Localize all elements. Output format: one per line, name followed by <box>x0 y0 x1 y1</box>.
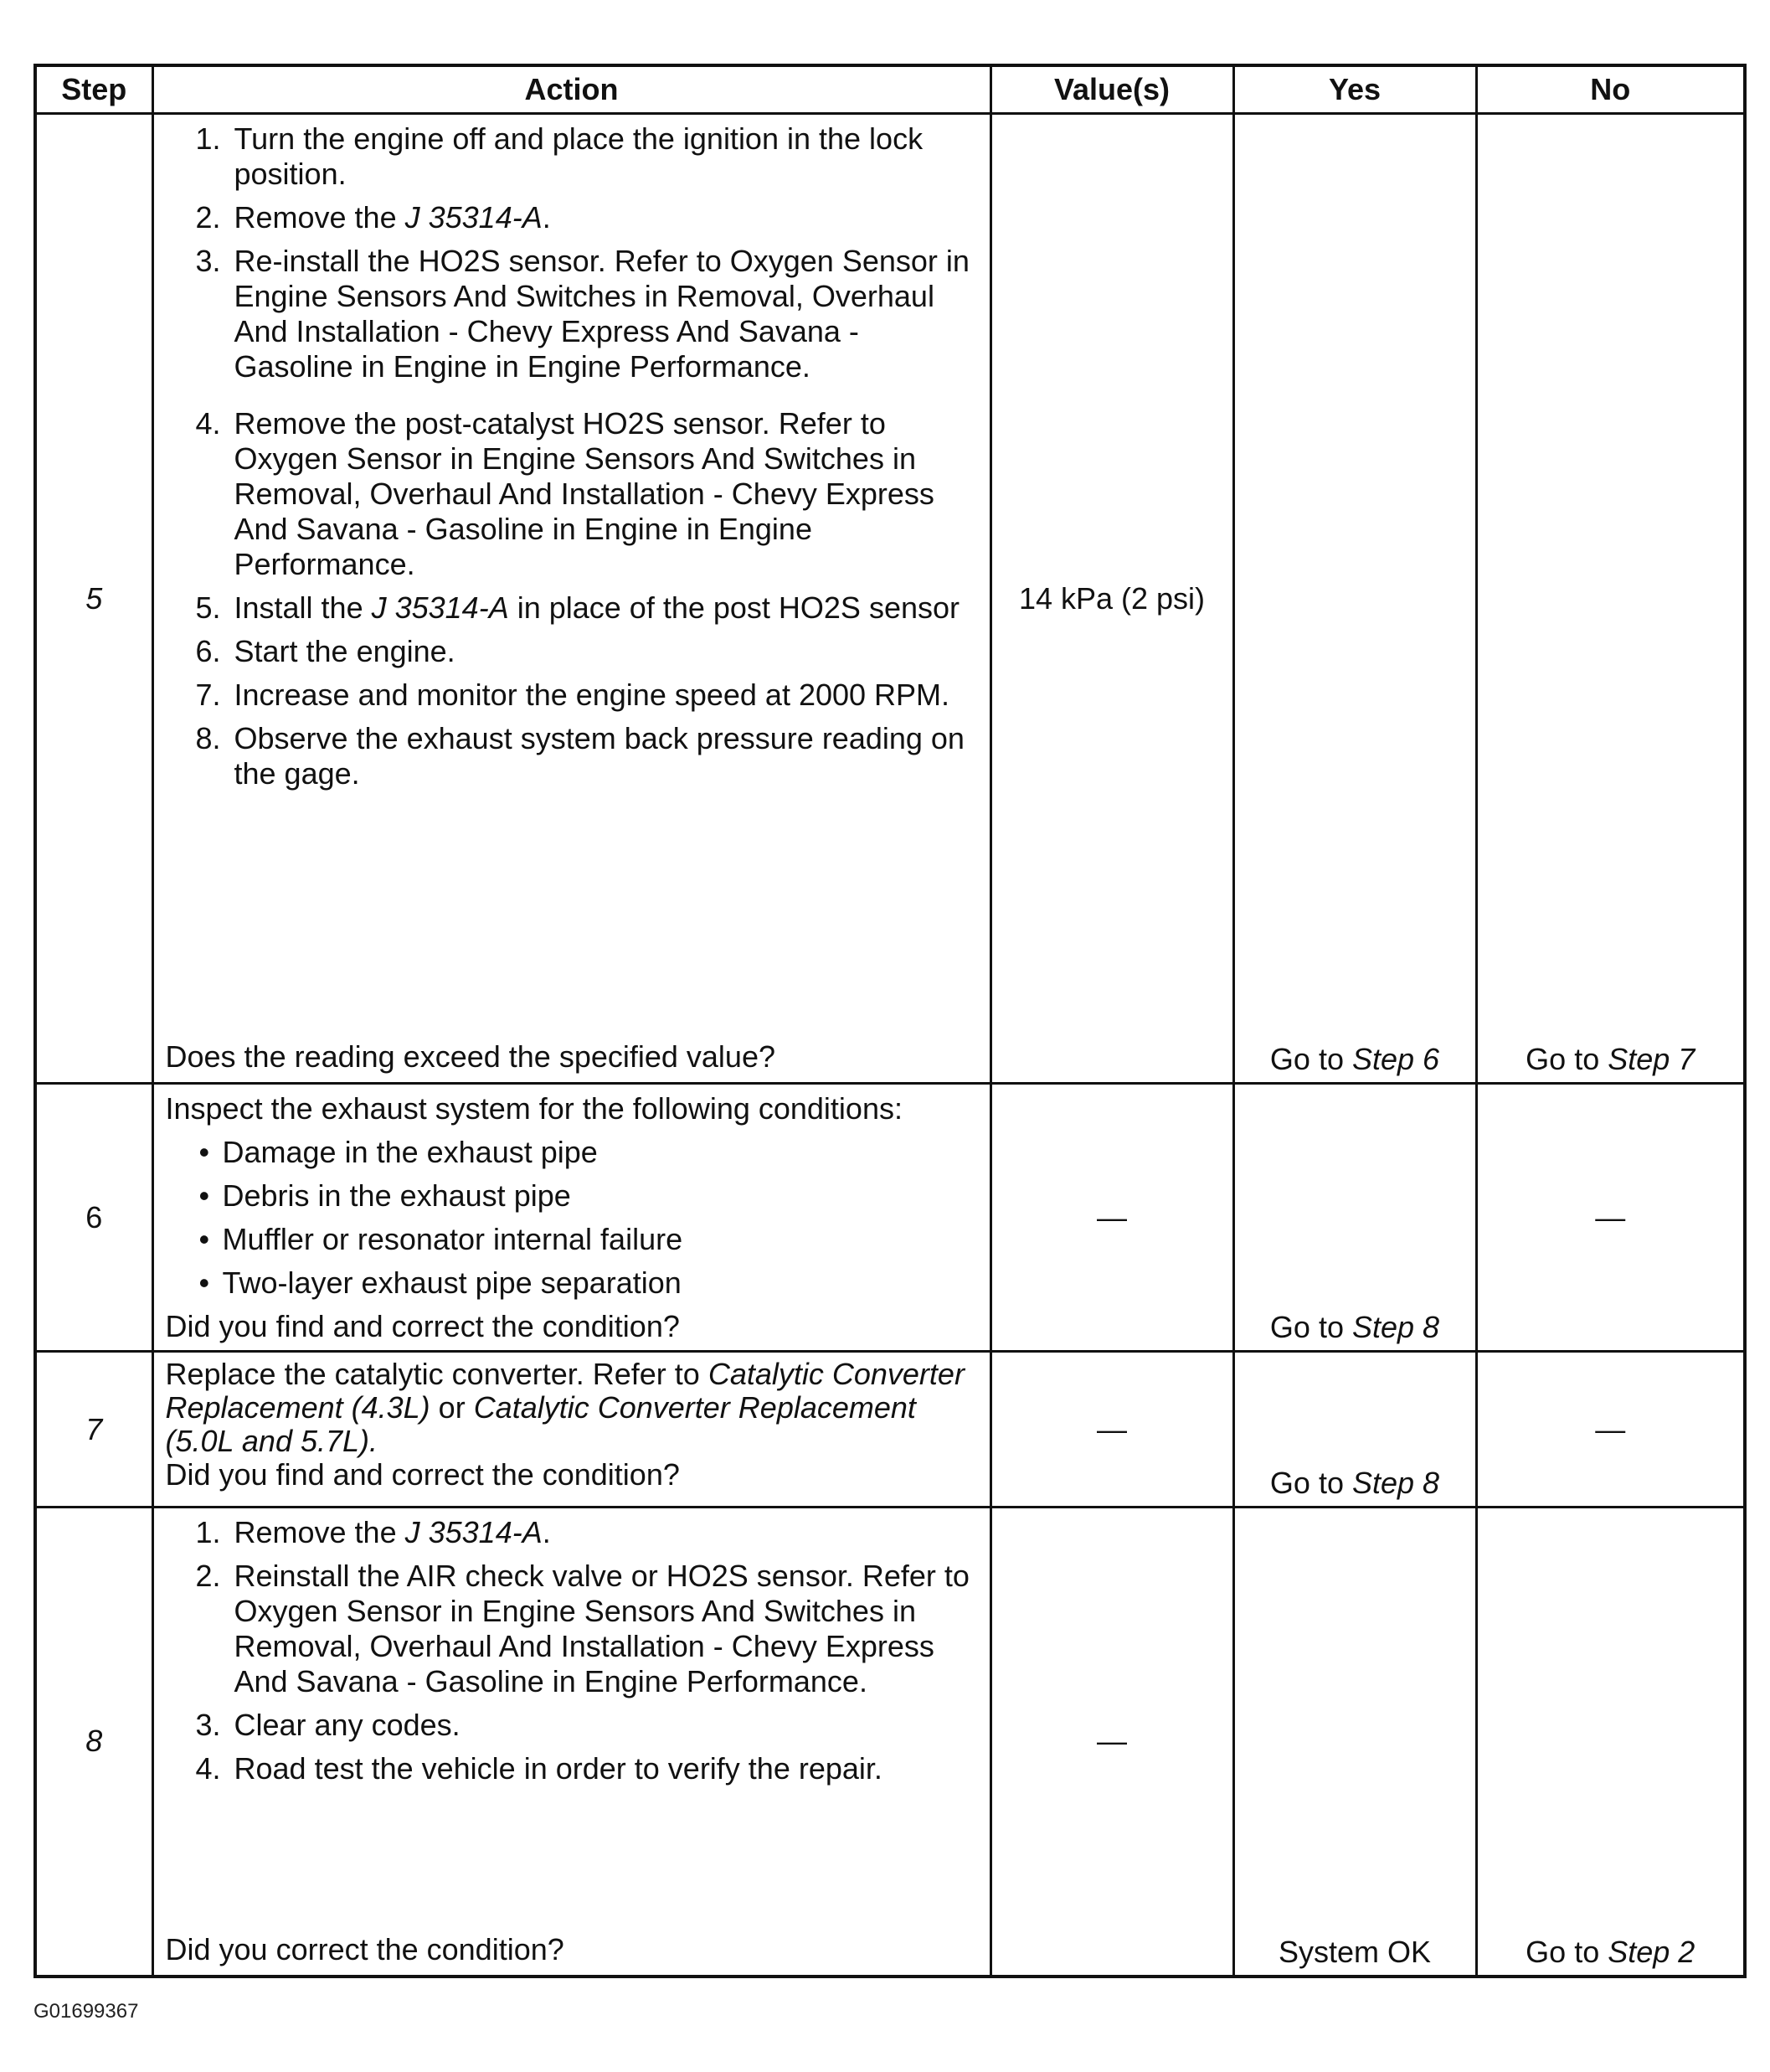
action-intro: Inspect the exhaust system for the following conditions: <box>165 1091 903 1126</box>
list-item: 1. Turn the engine off and place the ignition in the lock position. <box>195 121 924 191</box>
list-item: • Muffler or resonator internal failure <box>198 1222 683 1256</box>
question: Did you find and correct the condition? <box>165 1457 680 1492</box>
value-cell: — <box>990 1352 1233 1508</box>
step-link[interactable]: Step 7 <box>1608 1042 1695 1076</box>
table-row-step-6 <box>35 1084 1745 1352</box>
yes-cell: Go to Step 8 <box>1233 1084 1476 1352</box>
tool-ref: J 35314-A <box>371 590 509 625</box>
diagnostic-table <box>33 64 1747 1978</box>
list-item: 7. Increase and monitor the engine speed at 2000 RPM. <box>195 678 950 712</box>
action-steps <box>166 121 978 791</box>
action-cell <box>152 1508 990 1977</box>
header-step: Step <box>35 65 152 114</box>
step-number: 5 <box>35 114 152 1084</box>
step-link[interactable]: Step 6 <box>1351 1042 1440 1076</box>
yes-cell: Go to Step 8 <box>1233 1352 1476 1508</box>
step-link[interactable]: Step 2 <box>1608 1934 1695 1969</box>
tool-ref: J 35314-A <box>404 1515 543 1549</box>
step-number: 7 <box>35 1352 152 1508</box>
value-cell: 14 kPa (2 psi) <box>990 114 1233 1084</box>
no-cell: Go to Step 2 <box>1476 1508 1745 1977</box>
action-cell: Replace the catalytic converter. Refer to Catalytic Converter Replacement (4.3L) or Catalytic Converter Replacement (5.0L and 5.7L). Did you find and correct the condition? <box>152 1352 990 1508</box>
header-yes: Yes <box>1233 65 1476 114</box>
yes-cell: System OK <box>1233 1508 1476 1977</box>
list-item: 3. Re-install the HO2S sensor. Refer to Oxygen Sensor in Engine Sensors And Switches in Removal, Overhaul And Installation - Chevy Express And Savana - Gasoline in Engine in Engine Performance. <box>195 244 970 384</box>
list-item: 2. Reinstall the AIR check valve or HO2S sensor. Refer to Oxygen Sensor in Engine Sensors And Switches in Removal, Overhaul And Installation - Chevy Express And Savana - Gasoline in Engine Performance. <box>195 1559 970 1698</box>
no-cell: — <box>1476 1352 1745 1508</box>
list-item: 5. Install the J 35314-A in place of the post HO2S sensor <box>195 590 960 625</box>
step-link[interactable]: Step 8 <box>1351 1466 1440 1500</box>
list-item: • Debris in the exhaust pipe <box>198 1178 571 1213</box>
list-item: 2. Remove the J 35314-A. <box>195 200 551 235</box>
table-row-step-5 <box>35 114 1745 1084</box>
header-values: Value(s) <box>990 65 1233 114</box>
no-cell: — <box>1476 1084 1745 1352</box>
question: Does the reading exceed the specified value? <box>165 1039 775 1074</box>
list-item: 4. Road test the vehicle in order to verify the repair. <box>195 1751 882 1786</box>
step-number: 6 <box>35 1084 152 1352</box>
reference-link[interactable]: Catalytic Converter Replacement (5.0L and 5.7L) <box>165 1390 916 1458</box>
question: Did you correct the condition? <box>165 1932 564 1966</box>
value-cell: — <box>990 1508 1233 1977</box>
value-cell: — <box>990 1084 1233 1352</box>
list-item: 1. Remove the J 35314-A. <box>195 1515 551 1549</box>
list-item: 4. Remove the post-catalyst HO2S sensor. Refer to Oxygen Sensor in Engine Sensors And Switches in Removal, Overhaul And Installation - Chevy Express And Savana - Gasoline in Engine in Engine Performance. <box>195 406 934 581</box>
table-row-step-7 <box>35 1352 1745 1508</box>
table-row-step-8 <box>35 1508 1745 1977</box>
step-number: 8 <box>35 1508 152 1977</box>
list-item: • Two-layer exhaust pipe separation <box>198 1265 682 1300</box>
step-link[interactable]: Step 8 <box>1351 1310 1440 1344</box>
yes-cell: Go to Step 6 <box>1233 114 1476 1084</box>
list-item: 8. Observe the exhaust system back pressure reading on the gage. <box>195 721 965 791</box>
header-no: No <box>1476 65 1745 114</box>
action-cell <box>152 1084 990 1352</box>
action-steps <box>166 1515 978 1786</box>
no-cell: Go to Step 7 <box>1476 114 1745 1084</box>
action-cell <box>152 114 990 1084</box>
tool-ref: J 35314-A <box>404 200 543 235</box>
condition-list <box>166 1135 978 1301</box>
header-row <box>35 65 1745 114</box>
list-item: 6. Start the engine. <box>195 634 455 668</box>
list-item: • Damage in the exhaust pipe <box>198 1135 598 1169</box>
header-action: Action <box>152 65 990 114</box>
list-item: 3. Clear any codes. <box>195 1708 461 1742</box>
question: Did you find and correct the condition? <box>165 1309 680 1343</box>
figure-id: G01699367 <box>33 2000 139 2023</box>
reference-link[interactable]: Catalytic Converter Replacement (4.3L) <box>165 1357 965 1425</box>
